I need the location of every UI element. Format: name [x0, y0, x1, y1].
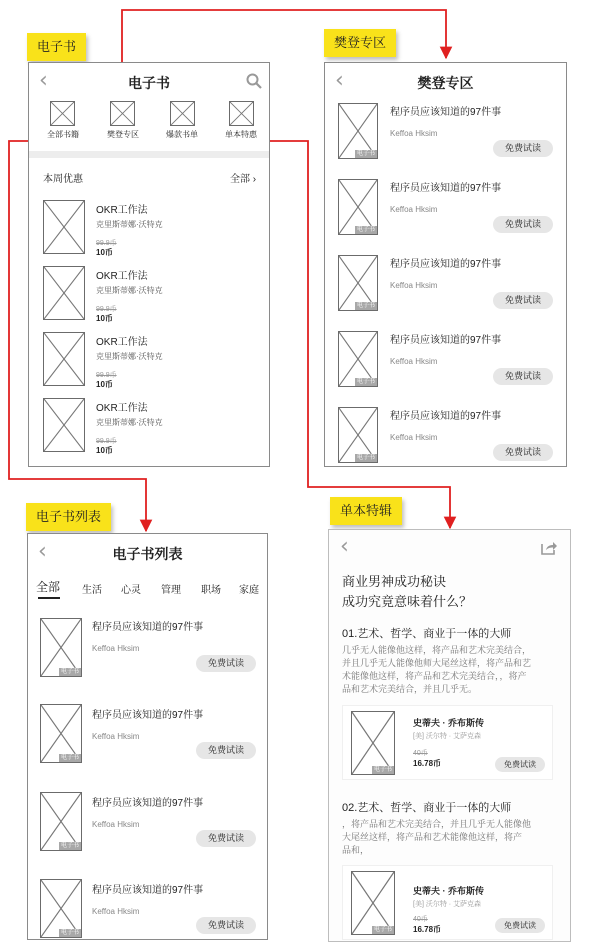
book-author: Keffoa Hksim	[390, 129, 438, 138]
page-title: 樊登专区	[417, 75, 474, 91]
book-cover	[40, 704, 82, 763]
subheadline: 成功究竟意味着什么？	[342, 594, 473, 609]
book-cover	[40, 879, 82, 938]
free-trial-button[interactable]: 免费试读	[493, 368, 553, 385]
free-trial-button[interactable]: 免费试读	[493, 292, 553, 309]
sale-price: 16.78币	[413, 759, 442, 768]
book-card[interactable]	[342, 865, 553, 940]
cover-tag: 电子书	[373, 927, 392, 933]
chevron-right-icon: ›	[252, 174, 257, 185]
book-title: 程序员应该知道的97件事	[390, 335, 502, 346]
section-title: 01.艺术、哲学、商业于一体的大师	[342, 628, 512, 640]
original-price: 40币	[413, 750, 428, 757]
original-price: 99.9币	[96, 438, 117, 445]
original-price: 99.9币	[96, 240, 117, 247]
book-cover	[338, 255, 378, 311]
book-author: 克里斯蒂娜·沃特克	[96, 352, 163, 361]
header	[325, 67, 566, 97]
paragraph-line: 品和，	[342, 845, 370, 855]
tab-all[interactable]: 全部	[36, 580, 61, 594]
back-icon[interactable]: ‹	[340, 534, 349, 559]
paragraph-line: 几乎无人能像他这样，将产品和艺术完美结合，	[342, 645, 532, 655]
sale-price: 10币	[96, 314, 113, 323]
category-fandeng-label: 樊登专区	[107, 130, 139, 139]
book-author: 克里斯蒂娜·沃特克	[96, 418, 163, 427]
book-author: Keffoa Hksim	[92, 820, 140, 829]
label-single: 单本特辑	[330, 497, 402, 525]
free-trial-button[interactable]: 免费试读	[493, 140, 553, 157]
screen-ebook-list	[27, 533, 268, 940]
book-cover	[43, 266, 85, 320]
original-price: 40币	[413, 916, 428, 923]
search-icon[interactable]	[246, 73, 262, 89]
book-cover	[40, 618, 82, 677]
tab-workplace[interactable]: 职场	[201, 585, 221, 596]
free-trial-button[interactable]: 免费试读	[495, 757, 545, 772]
category-all-icon[interactable]	[50, 101, 75, 126]
paragraph-line: ，将产品和艺术完美结合，并且几乎无人能像他	[342, 819, 532, 829]
book-author: Keffoa Hksim	[92, 732, 140, 741]
book-card[interactable]	[342, 705, 553, 780]
paragraph-line: 并且几乎无人能像他师大尾丝这样，将产品和艺	[342, 658, 532, 668]
category-fandeng-icon[interactable]	[110, 101, 135, 126]
book-title: 程序员应该知道的97件事	[92, 885, 204, 896]
original-price: 99.9币	[96, 372, 117, 379]
sale-price: 10币	[96, 248, 113, 257]
book-cover	[338, 179, 378, 235]
share-icon[interactable]	[541, 540, 558, 555]
book-title: 程序员应该知道的97件事	[390, 259, 502, 270]
cover-tag: 电子书	[60, 755, 79, 761]
header	[28, 538, 267, 568]
book-author: Keffoa Hksim	[92, 644, 140, 653]
sale-price: 10币	[96, 446, 113, 455]
free-trial-button[interactable]: 免费试读	[495, 918, 545, 933]
back-icon[interactable]: ‹	[38, 539, 47, 564]
page-title: 电子书列表	[112, 546, 183, 562]
section-title: 02.艺术、哲学、商业于一体的大师	[342, 802, 512, 814]
book-title: OKR工作法	[96, 205, 148, 216]
paragraph-line: 大尾丝这样，将产品和艺术能像他这样，将产	[342, 832, 523, 842]
category-single-label: 单本特惠	[225, 130, 257, 139]
book-title: OKR工作法	[96, 403, 148, 414]
paragraph-line: 术能像他这样，将产品和艺术完美结合，，将产	[342, 671, 527, 681]
cover-tag: 电子书	[356, 379, 375, 385]
category-single-icon[interactable]	[229, 101, 254, 126]
cover-tag: 电子书	[60, 669, 79, 675]
book-title: OKR工作法	[96, 271, 148, 282]
free-trial-button[interactable]: 免费试读	[196, 917, 256, 934]
category-hot-label: 爆款书单	[166, 130, 198, 139]
tab-life[interactable]: 生活	[82, 585, 102, 596]
free-trial-button[interactable]: 免费试读	[493, 444, 553, 461]
label-fandeng: 樊登专区	[324, 29, 396, 57]
book-cover	[43, 200, 85, 254]
free-trial-button[interactable]: 免费试读	[493, 216, 553, 233]
label-ebook-list: 电子书列表	[26, 503, 111, 531]
cover-tag: 电子书	[373, 767, 392, 773]
screen-fandeng	[324, 62, 567, 467]
book-author: Keffoa Hksim	[390, 205, 438, 214]
book-author: [美] 沃尔特 · 艾萨克森	[413, 733, 482, 740]
book-title: 程序员应该知道的97件事	[390, 411, 502, 422]
free-trial-button[interactable]: 免费试读	[196, 655, 256, 672]
book-title: 史蒂夫 · 乔布斯传	[413, 886, 484, 896]
cover-tag: 电子书	[356, 151, 375, 157]
book-cover	[43, 398, 85, 452]
original-price: 99.9币	[96, 306, 117, 313]
back-icon[interactable]: ‹	[39, 68, 48, 93]
header	[29, 67, 269, 97]
book-title: 程序员应该知道的97件事	[92, 798, 204, 809]
cover-tag: 电子书	[60, 930, 79, 936]
category-all-label: 全部书籍	[47, 130, 79, 139]
book-cover	[351, 871, 395, 935]
tab-family[interactable]: 家庭	[239, 585, 259, 596]
label-ebook: 电子书	[27, 33, 86, 61]
book-cover	[338, 103, 378, 159]
tab-mind[interactable]: 心灵	[121, 585, 141, 596]
book-title: 程序员应该知道的97件事	[390, 183, 502, 194]
book-author: Keffoa Hksim	[390, 433, 438, 442]
cover-tag: 电子书	[356, 455, 375, 461]
book-cover	[351, 711, 395, 775]
divider	[29, 151, 269, 158]
book-title: 程序员应该知道的97件事	[92, 622, 204, 633]
book-author: 克里斯蒂娜·沃特克	[96, 220, 163, 229]
book-author: [美] 沃尔特 · 艾萨克森	[413, 901, 482, 908]
sale-price: 16.78币	[413, 925, 442, 934]
free-trial-button[interactable]: 免费试读	[196, 830, 256, 847]
cover-tag: 电子书	[356, 303, 375, 309]
tab-management[interactable]: 管理	[161, 585, 181, 596]
category-hot-icon[interactable]	[170, 101, 195, 126]
book-cover	[338, 331, 378, 387]
free-trial-button[interactable]: 免费试读	[196, 742, 256, 759]
see-all-link[interactable]: 全部 ›	[230, 174, 257, 185]
book-author: Keffoa Hksim	[390, 357, 438, 366]
book-author: 克里斯蒂娜·沃特克	[96, 286, 163, 295]
book-title: 程序员应该知道的97件事	[92, 710, 204, 721]
tab-indicator	[38, 597, 60, 599]
book-author: Keffoa Hksim	[92, 907, 140, 916]
screen-ebook	[28, 62, 270, 467]
screen-single	[328, 529, 571, 942]
sale-price: 10币	[96, 380, 113, 389]
book-cover	[43, 332, 85, 386]
cover-tag: 电子书	[60, 843, 79, 849]
cover-tag: 电子书	[356, 227, 375, 233]
paragraph-line: 品和艺术完美结合，并且几乎无。	[342, 684, 478, 694]
page-title: 电子书	[128, 75, 170, 91]
book-author: Keffoa Hksim	[390, 281, 438, 290]
book-cover	[338, 407, 378, 463]
headline: 商业男神成功秘诀	[342, 574, 447, 589]
section-title: 本周优惠	[43, 174, 83, 185]
book-title: 史蒂夫 · 乔布斯传	[413, 718, 484, 728]
book-cover	[40, 792, 82, 851]
book-title: OKR工作法	[96, 337, 148, 348]
book-title: 程序员应该知道的97件事	[390, 107, 502, 118]
back-icon[interactable]: ‹	[335, 68, 344, 93]
